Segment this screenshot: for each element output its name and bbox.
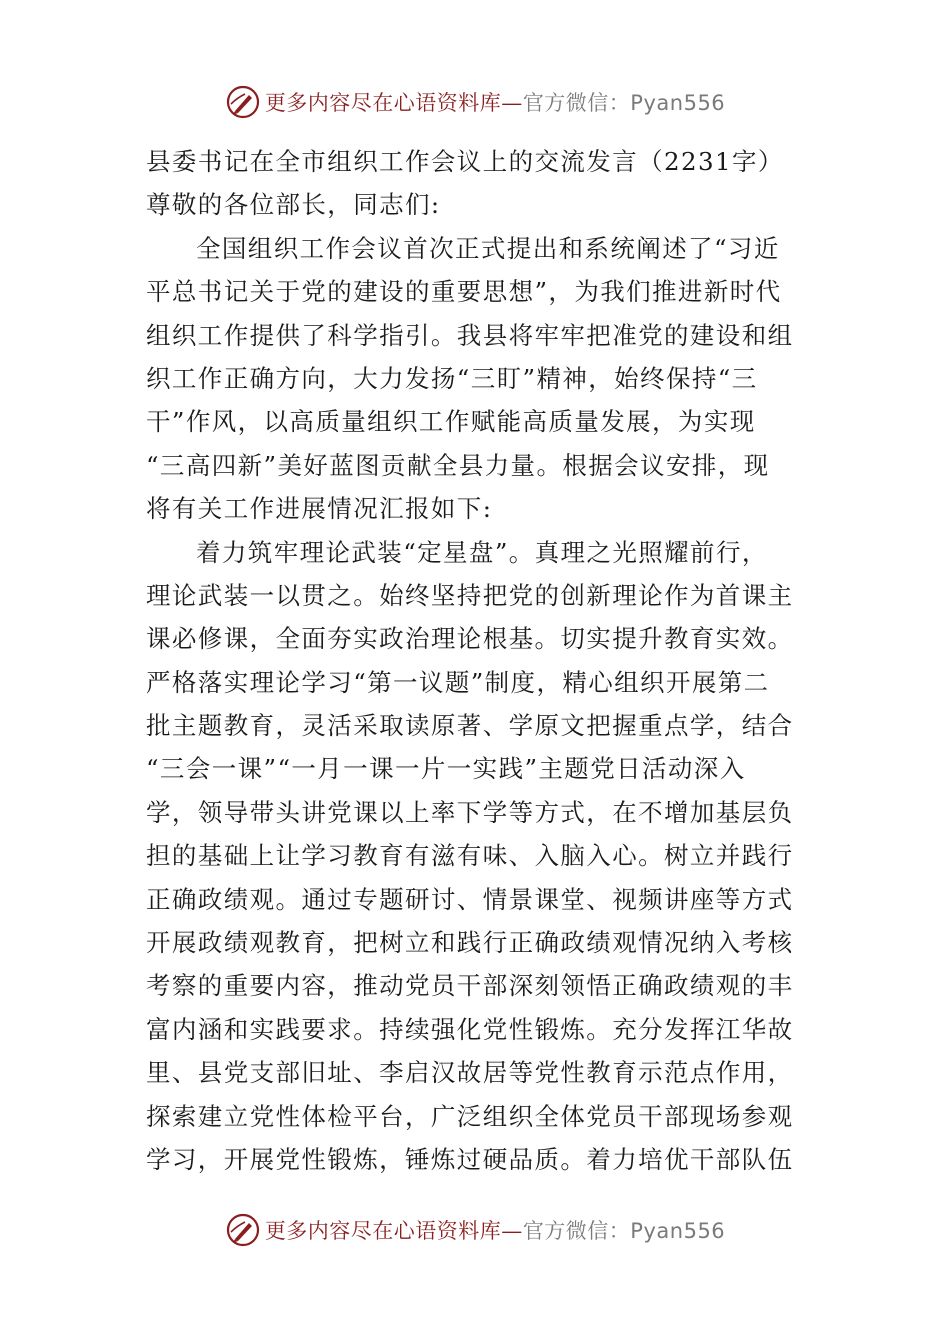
banner-text [265,1215,725,1245]
body-text-line: 开展政绩观教育，把树立和践行正确政绩观情况纳入考核 [146,928,794,958]
salutation: 尊敬的各位部长，同志们: [146,190,441,220]
body-text-line: 学习，开展党性锻炼，锤炼过硬品质。着力培优干部队伍 [146,1144,794,1174]
body-text-line: 考察的重要内容，推动党员干部深刻领悟正确政绩观的丰 [146,971,794,1001]
body-text-line: 组织工作提供了科学指引。我县将牢牢把准党的建设和组 [146,320,794,350]
body-text-line: 全国组织工作会议首次正式提出和系统阐述了“习近 [196,233,780,263]
banner-wechat: 官方微信：Pyan556 [522,91,726,115]
body-text-line: 担的基础上让学习教育有滋有味、入脑入心。树立并践行 [146,841,794,871]
body-text-line: 正确政绩观。通过专题研讨、情景课堂、视频讲座等方式 [146,884,794,914]
document-title: 县委书记在全市组织工作会议上的交流发言（2231字） [146,147,784,176]
header-banner [0,82,950,122]
banner-slogan: 更多内容尽在心语资料库— [264,91,523,115]
body-text-line: 将有关工作进展情况汇报如下: [146,494,493,524]
body-text-line: 织工作正确方向，大力发扬“三盯”精神，始终保持“三 [146,363,758,393]
body-text-line: “三高四新”美好蓝图贡献全县力量。根据会议安排，现 [146,450,770,480]
body-text-line: 学，领导带头讲党课以上率下学等方式，在不增加基层负 [146,797,794,827]
body-text-line: 里、县党支部旧址、李启汉故居等党性教育示范点作用， [146,1058,794,1088]
body-text-line: 理论武装一以贯之。始终坚持把党的创新理论作为首课主 [146,580,794,610]
body-text-line: 课必修课，全面夯实政治理论根基。切实提升教育实效。 [146,624,794,654]
pen-nib-logo-icon [225,1212,261,1248]
body-text-line: 富内涵和实践要求。持续强化党性锻炼。充分发挥江华故 [146,1014,794,1044]
document-body [146,140,806,1181]
body-text-line: 严格落实理论学习“第一议题”制度，精心组织开展第二 [146,667,770,697]
body-text-line: 干”作风，以高质量组织工作赋能高质量发展，为实现 [146,407,756,437]
body-text-line: “三会一课”“一月一课一片一实践”主题党日活动深入 [146,754,746,784]
pen-nib-logo-icon [225,84,261,120]
footer-banner [0,1210,950,1250]
body-text-line: 批主题教育，灵活采取读原著、学原文把握重点学，结合 [146,711,794,741]
body-text-line: 着力筑牢理论武装“定星盘”。真理之光照耀前行， [196,537,768,567]
banner-text [265,87,725,117]
banner-wechat: 官方微信：Pyan556 [522,1219,726,1243]
banner-slogan: 更多内容尽在心语资料库— [264,1219,523,1243]
body-text-line: 探索建立党性体检平台，广泛组织全体党员干部现场参观 [146,1101,794,1131]
body-text-line: 平总书记关于党的建设的重要思想”，为我们推进新时代 [146,277,782,307]
